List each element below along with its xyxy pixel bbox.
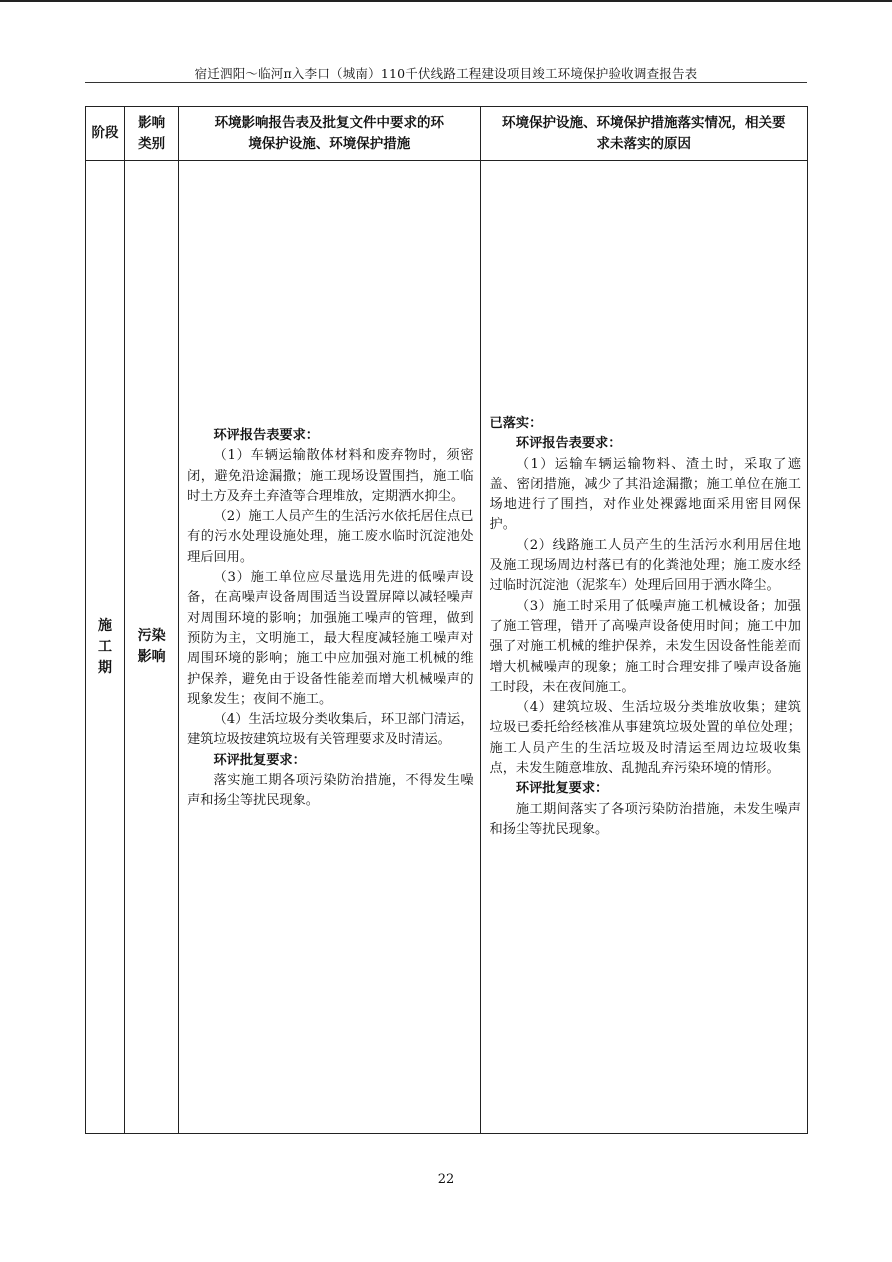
requirements-approval-text: 落实施工期各项污染防治措施，不得发生噪声和扬尘等扰民现象。: [187, 773, 474, 809]
implementation-cell: [480, 161, 807, 1134]
requirements-report-heading: 环评报告表要求：: [213, 428, 319, 443]
implementation-item: （1）运输车辆运输物料、渣土时，采取了遮盖、密闭措施，减少了其沿途漏撒；施工单位在施工场地进行了围挡，对作业处裸露地面采用密目网保护。: [489, 456, 801, 533]
running-header: 宿迁泗阳～临河π入李口（城南）110千伏线路工程建设项目竣工环境保护验收调查报告表: [194, 66, 698, 81]
requirements-item: （4）生活垃圾分类收集后，环卫部门清运，建筑垃圾按建筑垃圾有关管理要求及时清运。: [187, 712, 474, 748]
table-header-row: [86, 107, 808, 161]
implementation-item: （3）施工时采用了低噪声施工机械设备；加强了施工管理，错开了高噪声设备使用时间；施工中加强了对施工机械的维护保养，未发生因设备性能差而增大机械噪声的现象；施工时合理安排了噪声设备施工时段，未在夜间施工。: [489, 598, 801, 695]
category-cell: 污染影响: [125, 161, 179, 1134]
implementation-approval-heading: 环评批复要求：: [515, 781, 609, 797]
header-requirements: 环境影响报告表及批复文件中要求的环境保护设施、环境保护措施: [179, 107, 480, 161]
implementation-approval-text: 施工期间落实了各项污染防治措施，未发生噪声和扬尘等扰民现象。: [489, 801, 801, 837]
requirements-cell: [179, 161, 480, 1134]
implementation-status: 已落实：: [489, 416, 543, 431]
header-stage: 阶段: [86, 107, 125, 161]
table-row: [86, 161, 808, 1134]
requirements-item: （1）车辆运输散体材料和废弃物时，须密闭，避免沿途漏撒；施工现场设置围挡，施工临时土方及弃土弃渣等合理堆放，定期洒水抑尘。: [187, 448, 474, 504]
requirements-item: （3）施工单位应尽量选用先进的低噪声设备，在高噪声设备周围适当设置屏障以减轻噪声对周围环境的影响；加强施工噪声的管理，做到预防为主，文明施工，最大程度减轻施工噪声对周围环境的影响；施工中应加强对施工机械的维护保养，避免由于设备性能差而增大机械噪声的现象发生；夜间不施工。: [187, 570, 474, 707]
stage-cell: 施工期: [86, 161, 125, 1134]
acceptance-table: [85, 106, 808, 1134]
header-category: 影响类别: [125, 107, 179, 161]
requirements-approval-heading: 环评批复要求：: [213, 752, 306, 768]
page-top-border: [0, 0, 892, 2]
implementation-report-heading: 环评报告表要求：: [515, 436, 622, 452]
header-rule: [85, 82, 807, 83]
page-number: 22: [437, 1172, 455, 1187]
header-implementation: 环境保护设施、环境保护措施落实情况，相关要求未落实的原因: [480, 107, 807, 161]
implementation-item: （2）线路施工人员产生的生活污水利用居住地及施工现场周边村落已有的化粪池处理；施工废水经过临时沉淀池（泥浆车）处理后回用于洒水降尘。: [489, 537, 801, 594]
requirements-item: （2）施工人员产生的生活污水依托居住点已有的污水处理设施处理，施工废水临时沉淀池处理后回用。: [187, 509, 474, 565]
implementation-item: （4）建筑垃圾、生活垃圾分类堆放收集；建筑垃圾已委托给经核准从事建筑垃圾处置的单位处理；施工人员产生的生活垃圾及时清运至周边垃圾收集点，未发生随意堆放、乱抛乱弃污染环境的情形。: [489, 700, 801, 777]
